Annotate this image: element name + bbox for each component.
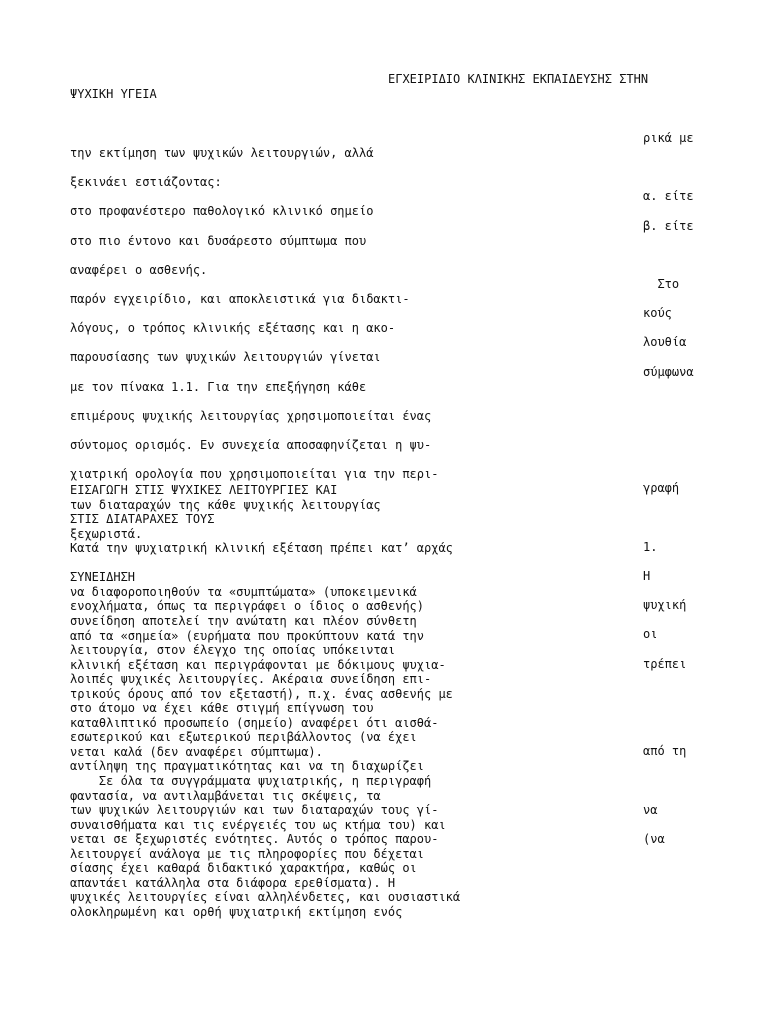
margin-fragment: Στο [643, 277, 680, 291]
text-line: των ψυχικών λειτουργιών και των διαταραχών τους γί- [70, 803, 439, 818]
text-line: αντίληψη της πραγματικότητας και να τη διαχωρίζει [70, 759, 425, 774]
margin-fragment: (να [643, 831, 665, 846]
margin-fragment: γραφή [643, 481, 680, 496]
text-line: ΣΤΙΣ ΔΙΑΤΑΡΑΧΕΣ ΤΟΥΣ [70, 512, 215, 527]
text-line: κλινική εξέταση και περιγράφονται με δόκιμους ψυχια- [70, 657, 446, 672]
text-line: ΣΥΝΕΙΔΗΣΗ [70, 570, 136, 585]
text-line: χιατρική ορολογία που χρησιμοποιείται για την περι- [70, 467, 439, 482]
text-line: συναισθήματα και τις ενέργειές του ως κτήμα του) και [70, 817, 446, 832]
text-line: ψυχικές λειτουργίες είναι αλληλένδετες, και ουσιαστικά [70, 890, 461, 905]
header-title-line-2: ΨΥΧΙΚΗ ΥΓΕΙΑ [70, 87, 157, 101]
text-line: Σε όλα τα συγγράμματα ψυχιατρικής, η περιγραφή [70, 774, 432, 788]
margin-fragment: σύμφωνα [643, 364, 694, 379]
text-line: με τον πίνακα 1.1. Για την επεξήγηση κάθε [70, 379, 367, 394]
text-line: λειτουργία, στον έλεγχο της οποίας υπόκεινται [70, 643, 396, 658]
text-line: καταθλιπτικό προσωπείο (σημείο) αναφέρει ότι αισθά- [70, 715, 439, 730]
text-line: σύντομος ορισμός. Εν συνεχεία αποσαφηνίζεται η ψυ- [70, 438, 432, 452]
text-line: επιμέρους ψυχικής λειτουργίας χρησιμοποιείται ένας [70, 408, 432, 423]
text-line: λόγους, ο τρόπος κλινικής εξέτασης και η ακο- [70, 321, 396, 336]
margin-fragment: 1. [643, 539, 658, 554]
text-line: στο πιο έντονο και δυσάρεστο σύμπτωμα που [70, 233, 367, 248]
text-line: απαντάει κατάλληλα στα διάφορα ερεθίσματα). Η [70, 875, 396, 890]
text-line: νεται καλά (δεν αναφέρει σύμπτωμα). [70, 744, 323, 759]
margin-fragment: από τη [643, 744, 687, 759]
text-line: αναφέρει ο ασθενής. [70, 262, 208, 277]
text-line: ξεκινάει εστιάζοντας: [70, 175, 222, 190]
text-line: να διαφοροποιηθούν τα «συμπτώματα» (υποκειμενικά [70, 584, 417, 599]
margin-fragment: β. είτε [643, 218, 694, 233]
text-line: στο άτομο να έχει κάθε στιγμή επίγνωση του [70, 701, 374, 716]
margin-fragment: ψυχική [643, 598, 687, 613]
text-line: την εκτίμηση των ψυχικών λειτουργιών, αλλά [70, 146, 374, 160]
margin-fragment: τρέπει [643, 656, 687, 671]
text-line: από τα «σημεία» (ευρήματα που προκύπτουν κατά την [70, 628, 425, 643]
margin-fragment: ρικά με [643, 131, 694, 145]
text-line: ολοκληρωμένη και ορθή ψυχιατρική εκτίμηση ενός [70, 904, 403, 919]
margin-fragment: να [643, 802, 658, 817]
text-line: σίασης έχει καθαρά διδακτικό χαρακτήρα, καθώς οι [70, 861, 417, 876]
margin-fragment: οι [643, 627, 658, 642]
text-line: φαντασία, να αντιλαμβάνεται τις σκέψεις, τα [70, 788, 381, 803]
text-line: εσωτερικού και εξωτερικού περιβάλλοντος (να έχει [70, 730, 417, 745]
text-line: συνείδηση αποτελεί την ανώτατη και πλέον σύνθετη [70, 613, 417, 628]
header-title-line-1: ΕΓΧΕΙΡΙΔΙΟ ΚΛΙΝΙΚΗΣ ΕΚΠΑΙΔΕΥΣΗΣ ΣΤΗΝ [388, 72, 649, 86]
text-line: ΕΙΣΑΓΩΓΗ ΣΤΙΣ ΨΥΧΙΚΕΣ ΛΕΙΤΟΥΡΓΙΕΣ ΚΑΙ [70, 483, 338, 497]
margin-fragment: λουθία [643, 335, 687, 350]
margin-fragment: α. είτε [643, 189, 694, 204]
text-line: τρικούς όρους από τον εξεταστή), π.χ. ένας ασθενής με [70, 686, 453, 701]
text-line: των διαταραχών της κάθε ψυχικής λειτουργίας [70, 497, 381, 512]
text-line: ενοχλήματα, όπως τα περιγράφει ο ίδιος ο ασθενής) [70, 599, 425, 614]
margin-fragment: Η [643, 569, 651, 583]
text-line: λοιπές ψυχικές λειτουργίες. Ακέραια συνείδηση επι- [70, 672, 432, 687]
text-line: παρουσίασης των ψυχικών λειτουργιών γίνεται [70, 350, 381, 365]
text-line: ξεχωριστά. [70, 526, 143, 541]
text-line: νεται σε ξεχωριστές ενότητες. Αυτός ο τρόπος παρου- [70, 832, 439, 847]
text-line: παρόν εγχειρίδιο, και αποκλειστικά για διδακτι- [70, 292, 410, 306]
text-line: Κατά την ψυχιατρική κλινική εξέταση πρέπει κατ’ αρχάς [70, 541, 453, 556]
text-line: στο προφανέστερο παθολογικό κλινικό σημείο [70, 204, 374, 219]
margin-fragment: κούς [643, 306, 672, 321]
text-line: λειτουργεί ανάλογα με τις πληροφορίες που δέχεται [70, 846, 425, 861]
